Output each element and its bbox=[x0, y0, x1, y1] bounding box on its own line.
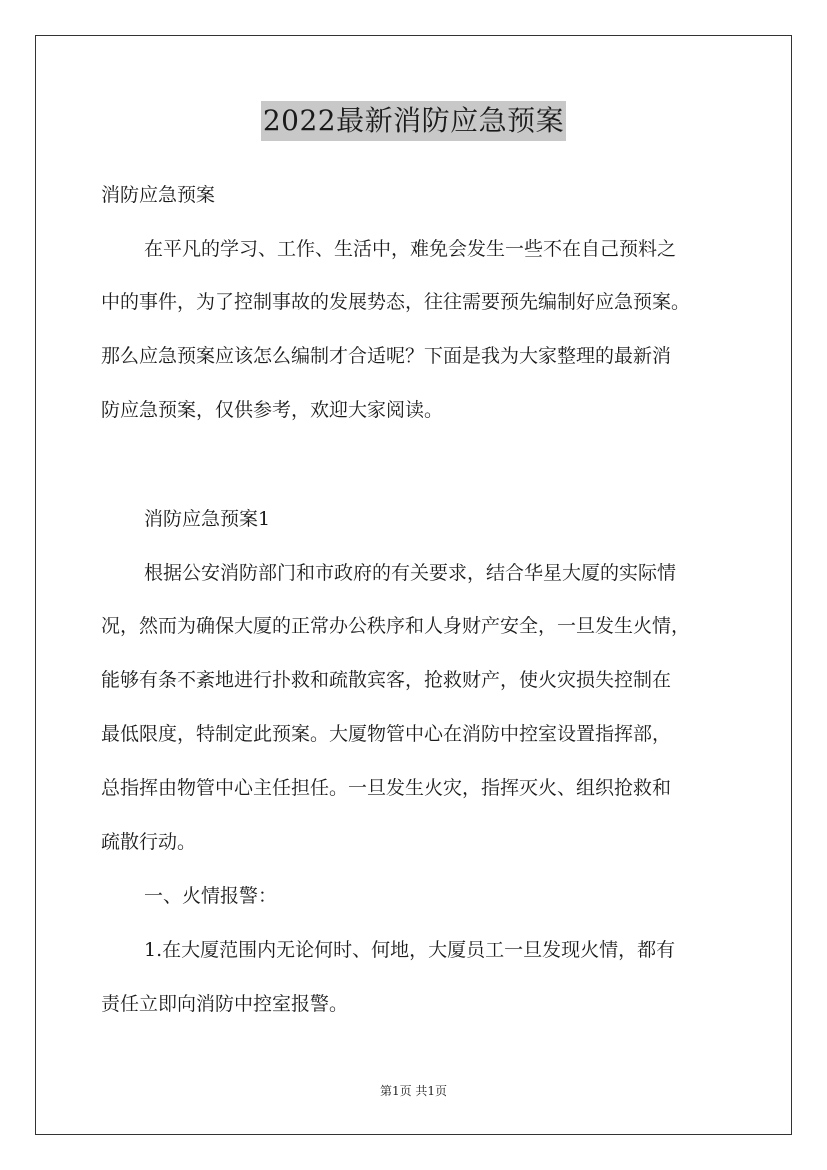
document-title bbox=[0, 100, 827, 141]
page-footer: 第1页 共1页 bbox=[379, 1084, 448, 1098]
paragraph-line: 能够有条不紊地进行扑救和疏散宾客，抢救财产，使火灾损失控制在 bbox=[101, 669, 672, 691]
paragraph-line: 中的事件，为了控制事故的发展势态，往往需要预先编制好应急预案。 bbox=[101, 291, 691, 313]
paragraph-line: 在平凡的学习、工作、生活中，难免会发生一些不在自己预料之 bbox=[144, 238, 677, 260]
paragraph-line: 况，然而为确保大厦的正常办公秩序和人身财产安全，一旦发生火情， bbox=[101, 615, 691, 637]
subsection-heading: 一、火情报警： bbox=[144, 885, 278, 907]
paragraph-line: 总指挥由物管中心主任担任。一旦发生火灾，指挥灭火、组织抢救和 bbox=[101, 777, 672, 799]
paragraph-line: 最低限度，特制定此预案。大厦物管中心在消防中控室设置指挥部， bbox=[101, 723, 672, 745]
paragraph-line: 根据公安消防部门和市政府的有关要求，结合华星大厦的实际情 bbox=[144, 562, 677, 584]
document-title-text: 2022最新消防应急预案 bbox=[261, 101, 566, 141]
paragraph-line: 防应急预案，仅供参考，欢迎大家阅读。 bbox=[101, 399, 444, 421]
section-heading: 消防应急预案1 bbox=[144, 508, 271, 530]
paragraph-line: 责任立即向消防中控室报警。 bbox=[101, 993, 349, 1015]
paragraph-line: 疏散行动。 bbox=[101, 831, 197, 853]
doc-subtitle: 消防应急预案 bbox=[101, 184, 216, 206]
paragraph-line: 那么应急预案应该怎么编制才合适呢？下面是我为大家整理的最新消 bbox=[101, 345, 672, 367]
paragraph-line: 1.在大厦范围内无论何时、何地，大厦员工一旦发现火情，都有 bbox=[144, 939, 676, 961]
